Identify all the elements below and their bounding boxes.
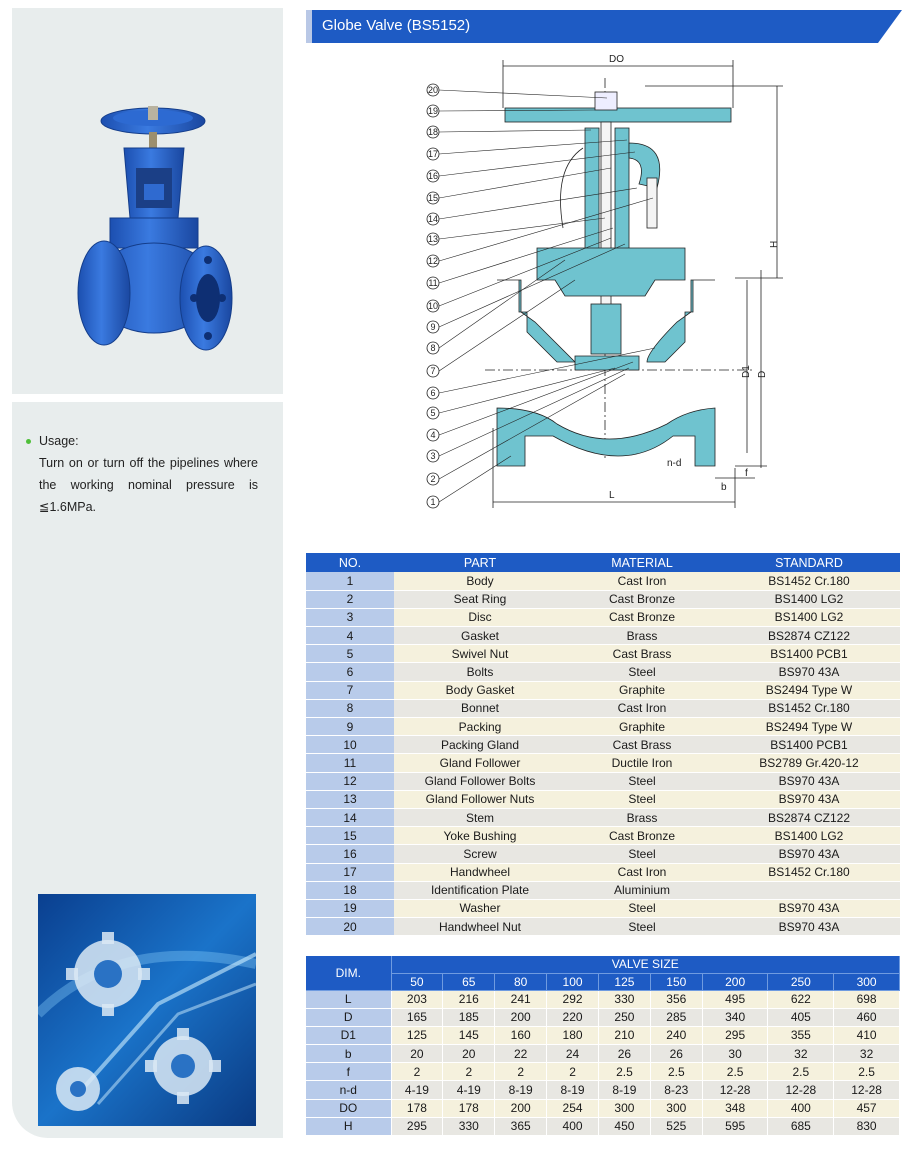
cell-dim-value: 685: [768, 1117, 834, 1135]
cell-part: Gasket: [394, 627, 566, 645]
cell-dim-value: 2.5: [834, 1063, 900, 1081]
cell-dim-value: 460: [834, 1008, 900, 1026]
table-row: [306, 608, 900, 626]
col-header-size: 100: [547, 973, 599, 990]
cell-material: Steel: [566, 772, 718, 790]
cell-standard: BS1452 Cr.180: [718, 572, 900, 590]
cell-dim-value: 405: [768, 1008, 834, 1026]
cell-material: Cast Bronze: [566, 608, 718, 626]
cell-dim-value: 185: [443, 1008, 495, 1026]
balloon-20: 20: [427, 85, 439, 95]
balloon-12: 12: [427, 256, 439, 266]
cell-standard: BS1400 LG2: [718, 827, 900, 845]
table-row: [306, 736, 900, 754]
balloon-2: 2: [430, 474, 436, 484]
cell-part: Gland Follower Nuts: [394, 790, 566, 808]
table-row: [306, 663, 900, 681]
cell-dim-value: 160: [495, 1026, 547, 1044]
table-row: [306, 899, 900, 917]
cell-dim-label: L: [306, 990, 391, 1008]
table-row: [306, 627, 900, 645]
cell-material: Cast Iron: [566, 572, 718, 590]
left-column: [12, 8, 283, 1138]
cell-material: Cast Iron: [566, 699, 718, 717]
cell-no: 14: [306, 808, 394, 826]
cell-dim-value: 2: [495, 1063, 547, 1081]
cell-dim-value: 4-19: [443, 1081, 495, 1099]
cell-part: Seat Ring: [394, 590, 566, 608]
usage-text: Turn on or turn off the pipelines where the working nominal pressure is ≦1.6MPa.: [39, 456, 258, 514]
gear-illustration: [38, 894, 256, 1126]
cell-dim-value: 457: [834, 1099, 900, 1117]
cell-no: 11: [306, 754, 394, 772]
balloon-10: 10: [427, 301, 439, 311]
table-row: [306, 918, 900, 936]
cell-standard: BS2874 CZ122: [718, 627, 900, 645]
cell-standard: BS1452 Cr.180: [718, 699, 900, 717]
cell-dim-value: 2.5: [702, 1063, 768, 1081]
cell-part: Handwheel: [394, 863, 566, 881]
cell-material: Cast Brass: [566, 645, 718, 663]
size-header-row: [306, 973, 900, 990]
cell-dim-value: 698: [834, 990, 900, 1008]
col-header-size: 150: [650, 973, 702, 990]
cell-dim-value: 240: [650, 1026, 702, 1044]
cell-material: Steel: [566, 918, 718, 936]
cell-standard: BS970 43A: [718, 772, 900, 790]
cell-dim-value: 355: [768, 1026, 834, 1044]
cell-no: 3: [306, 608, 394, 626]
cell-dim-value: 254: [547, 1099, 599, 1117]
balloon-8: 8: [430, 343, 436, 353]
cell-dim-value: 30: [702, 1045, 768, 1063]
cell-standard: [718, 881, 900, 899]
col-header-standard: STANDARD: [718, 553, 900, 572]
cell-dim-value: 210: [599, 1026, 651, 1044]
cell-standard: BS2494 Type W: [718, 681, 900, 699]
cell-standard: BS1452 Cr.180: [718, 863, 900, 881]
balloon-17: 17: [427, 149, 439, 159]
dim-do-label: DO: [609, 54, 624, 65]
balloon-4: 4: [430, 430, 436, 440]
cell-dim-label: f: [306, 1063, 391, 1081]
cell-no: 17: [306, 863, 394, 881]
cell-material: Ductile Iron: [566, 754, 718, 772]
cell-material: Brass: [566, 627, 718, 645]
cell-part: Bonnet: [394, 699, 566, 717]
cell-standard: BS1400 PCB1: [718, 736, 900, 754]
cell-standard: BS1400 LG2: [718, 608, 900, 626]
cell-standard: BS970 43A: [718, 845, 900, 863]
col-header-no: NO.: [306, 553, 394, 572]
cell-dim-value: 32: [768, 1045, 834, 1063]
table-row: [306, 590, 900, 608]
table-row: [306, 1008, 900, 1026]
cell-part: Gland Follower Bolts: [394, 772, 566, 790]
cell-part: Packing: [394, 718, 566, 736]
cell-material: Graphite: [566, 718, 718, 736]
cell-part: Body Gasket: [394, 681, 566, 699]
table-row: [306, 881, 900, 899]
dim-l-label: L: [609, 490, 615, 501]
table-row: [306, 990, 900, 1008]
cell-dim-value: 410: [834, 1026, 900, 1044]
cell-dim-value: 4-19: [391, 1081, 443, 1099]
cell-no: 4: [306, 627, 394, 645]
table-row: [306, 1081, 900, 1099]
table-row: [306, 1026, 900, 1044]
table-row: [306, 790, 900, 808]
cell-standard: BS1400 PCB1: [718, 645, 900, 663]
col-header-material: MATERIAL: [566, 553, 718, 572]
table-row: [306, 681, 900, 699]
cell-dim-value: 340: [702, 1008, 768, 1026]
col-header-size: 300: [834, 973, 900, 990]
cell-part: Handwheel Nut: [394, 918, 566, 936]
cell-dim-label: D: [306, 1008, 391, 1026]
cell-dim-value: 285: [650, 1008, 702, 1026]
cell-no: 5: [306, 645, 394, 663]
dim-f-label: f: [745, 468, 748, 479]
cell-dim-value: 26: [599, 1045, 651, 1063]
cell-no: 1: [306, 572, 394, 590]
cell-no: 16: [306, 845, 394, 863]
dim-b-label: b: [721, 482, 727, 493]
cell-dim-value: 330: [599, 990, 651, 1008]
cell-material: Cast Brass: [566, 736, 718, 754]
cell-standard: BS2874 CZ122: [718, 808, 900, 826]
cell-dim-value: 495: [702, 990, 768, 1008]
cell-standard: BS1400 LG2: [718, 590, 900, 608]
table-row: [306, 754, 900, 772]
cell-part: Yoke Bushing: [394, 827, 566, 845]
cell-dim-value: 450: [599, 1117, 651, 1135]
balloon-15: 15: [427, 193, 439, 203]
table-row: [306, 1099, 900, 1117]
cell-part: Body: [394, 572, 566, 590]
cell-no: 20: [306, 918, 394, 936]
table-row: [306, 845, 900, 863]
cell-dim-value: 300: [599, 1099, 651, 1117]
cell-standard: BS2789 Gr.420-12: [718, 754, 900, 772]
cell-part: Bolts: [394, 663, 566, 681]
cell-no: 12: [306, 772, 394, 790]
cell-no: 8: [306, 699, 394, 717]
size-group-header-row: [306, 956, 900, 973]
cell-dim-value: 2.5: [599, 1063, 651, 1081]
usage-section: [26, 430, 258, 518]
table-row: [306, 1117, 900, 1135]
balloon-16: 16: [427, 171, 439, 181]
cell-part: Disc: [394, 608, 566, 626]
valve-section-drawing: [415, 48, 810, 518]
col-header-valve-size: VALVE SIZE: [391, 956, 900, 973]
balloon-5: 5: [430, 408, 436, 418]
cell-material: Steel: [566, 663, 718, 681]
cell-dim-value: 200: [495, 1099, 547, 1117]
table-row: [306, 645, 900, 663]
cell-dim-value: 12-28: [834, 1081, 900, 1099]
cell-dim-label: DO: [306, 1099, 391, 1117]
cell-dim-value: 125: [391, 1026, 443, 1044]
cell-material: Steel: [566, 790, 718, 808]
cell-dim-value: 20: [443, 1045, 495, 1063]
cell-no: 15: [306, 827, 394, 845]
cell-material: Graphite: [566, 681, 718, 699]
col-header-dim: DIM.: [306, 956, 391, 990]
balloon-1: 1: [430, 497, 436, 507]
cell-no: 2: [306, 590, 394, 608]
cell-part: Stem: [394, 808, 566, 826]
cell-part: Gland Follower: [394, 754, 566, 772]
dimension-table: [306, 956, 900, 1136]
usage-title: Usage:: [39, 434, 79, 448]
cell-dim-value: 178: [391, 1099, 443, 1117]
cell-no: 13: [306, 790, 394, 808]
cell-material: Cast Bronze: [566, 827, 718, 845]
page-title: Globe Valve (BS5152): [322, 17, 471, 34]
gears-icon: [38, 894, 256, 1126]
table-row: [306, 718, 900, 736]
cell-standard: BS970 43A: [718, 899, 900, 917]
cell-no: 18: [306, 881, 394, 899]
product-photo-panel: [12, 8, 283, 394]
col-header-size: 250: [768, 973, 834, 990]
cell-dim-value: 300: [650, 1099, 702, 1117]
cell-material: Steel: [566, 899, 718, 917]
cell-material: Brass: [566, 808, 718, 826]
cell-no: 9: [306, 718, 394, 736]
cell-no: 10: [306, 736, 394, 754]
cell-material: Cast Iron: [566, 863, 718, 881]
cell-material: Aluminium: [566, 881, 718, 899]
cell-dim-value: 330: [443, 1117, 495, 1135]
col-header-size: 200: [702, 973, 768, 990]
dim-d1-label: D1: [741, 365, 752, 378]
usage-heading: [26, 430, 258, 452]
cell-dim-value: 356: [650, 990, 702, 1008]
cell-dim-value: 830: [834, 1117, 900, 1135]
cell-dim-label: H: [306, 1117, 391, 1135]
table-row: [306, 572, 900, 590]
cell-dim-value: 8-19: [495, 1081, 547, 1099]
table-row: [306, 699, 900, 717]
balloon-9: 9: [430, 322, 436, 332]
cell-dim-value: 203: [391, 990, 443, 1008]
cell-dim-value: 2: [547, 1063, 599, 1081]
cell-no: 7: [306, 681, 394, 699]
cell-dim-value: 250: [599, 1008, 651, 1026]
balloon-18: 18: [427, 127, 439, 137]
cell-dim-value: 2: [391, 1063, 443, 1081]
cell-part: Packing Gland: [394, 736, 566, 754]
table-row: [306, 772, 900, 790]
parts-table: [306, 553, 900, 936]
col-header-size: 65: [443, 973, 495, 990]
cell-dim-value: 8-19: [599, 1081, 651, 1099]
cell-dim-value: 178: [443, 1099, 495, 1117]
cell-dim-value: 8-19: [547, 1081, 599, 1099]
cell-dim-value: 295: [702, 1026, 768, 1044]
balloon-11: 11: [428, 278, 438, 288]
cell-dim-label: b: [306, 1045, 391, 1063]
balloon-19: 19: [427, 106, 439, 116]
col-header-size: 50: [391, 973, 443, 990]
globe-valve-photo: [12, 8, 283, 394]
cell-dim-value: 22: [495, 1045, 547, 1063]
table-row: [306, 863, 900, 881]
cell-dim-value: 145: [443, 1026, 495, 1044]
cell-standard: BS2494 Type W: [718, 718, 900, 736]
cell-dim-value: 2: [443, 1063, 495, 1081]
cell-dim-value: 12-28: [768, 1081, 834, 1099]
col-header-size: 125: [599, 973, 651, 990]
cell-dim-value: 348: [702, 1099, 768, 1117]
cell-dim-value: 200: [495, 1008, 547, 1026]
cell-dim-value: 165: [391, 1008, 443, 1026]
cell-standard: BS970 43A: [718, 790, 900, 808]
cell-dim-value: 220: [547, 1008, 599, 1026]
dim-nd-label: n-d: [667, 458, 682, 469]
cell-part: Identification Plate: [394, 881, 566, 899]
col-header-size: 80: [495, 973, 547, 990]
cell-no: 19: [306, 899, 394, 917]
cell-dim-value: 525: [650, 1117, 702, 1135]
cell-dim-value: 24: [547, 1045, 599, 1063]
table-row: [306, 808, 900, 826]
cell-dim-value: 622: [768, 990, 834, 1008]
cell-dim-value: 365: [495, 1117, 547, 1135]
balloon-7: 7: [430, 366, 436, 376]
cell-dim-value: 8-23: [650, 1081, 702, 1099]
cell-dim-value: 400: [768, 1099, 834, 1117]
cell-part: Swivel Nut: [394, 645, 566, 663]
cell-dim-value: 216: [443, 990, 495, 1008]
cell-part: Screw: [394, 845, 566, 863]
cell-dim-value: 400: [547, 1117, 599, 1135]
balloon-14: 14: [427, 214, 439, 224]
bullet-icon: [26, 439, 31, 444]
cell-dim-value: 292: [547, 990, 599, 1008]
cell-dim-value: 180: [547, 1026, 599, 1044]
cell-dim-value: 20: [391, 1045, 443, 1063]
title-bar: [306, 10, 902, 43]
info-panel: [12, 402, 283, 1138]
cell-part: Washer: [394, 899, 566, 917]
cell-dim-value: 26: [650, 1045, 702, 1063]
cell-dim-value: 241: [495, 990, 547, 1008]
table-row: [306, 827, 900, 845]
table-row: [306, 1063, 900, 1081]
balloon-3: 3: [430, 451, 436, 461]
balloon-6: 6: [430, 388, 436, 398]
dim-h-label: H: [769, 240, 780, 248]
cell-dim-value: 2.5: [650, 1063, 702, 1081]
cell-dim-value: 32: [834, 1045, 900, 1063]
cell-dim-label: D1: [306, 1026, 391, 1044]
cell-standard: BS970 43A: [718, 918, 900, 936]
cell-dim-value: 595: [702, 1117, 768, 1135]
cell-standard: BS970 43A: [718, 663, 900, 681]
dim-d-label: D: [757, 370, 768, 378]
cell-dim-value: 2.5: [768, 1063, 834, 1081]
parts-header-row: [306, 553, 900, 572]
cell-no: 6: [306, 663, 394, 681]
balloon-13: 13: [427, 234, 439, 244]
col-header-part: PART: [394, 553, 566, 572]
cell-dim-value: 12-28: [702, 1081, 768, 1099]
cell-material: Steel: [566, 845, 718, 863]
cell-dim-label: n-d: [306, 1081, 391, 1099]
cell-dim-value: 295: [391, 1117, 443, 1135]
table-row: [306, 1045, 900, 1063]
cell-material: Cast Bronze: [566, 590, 718, 608]
